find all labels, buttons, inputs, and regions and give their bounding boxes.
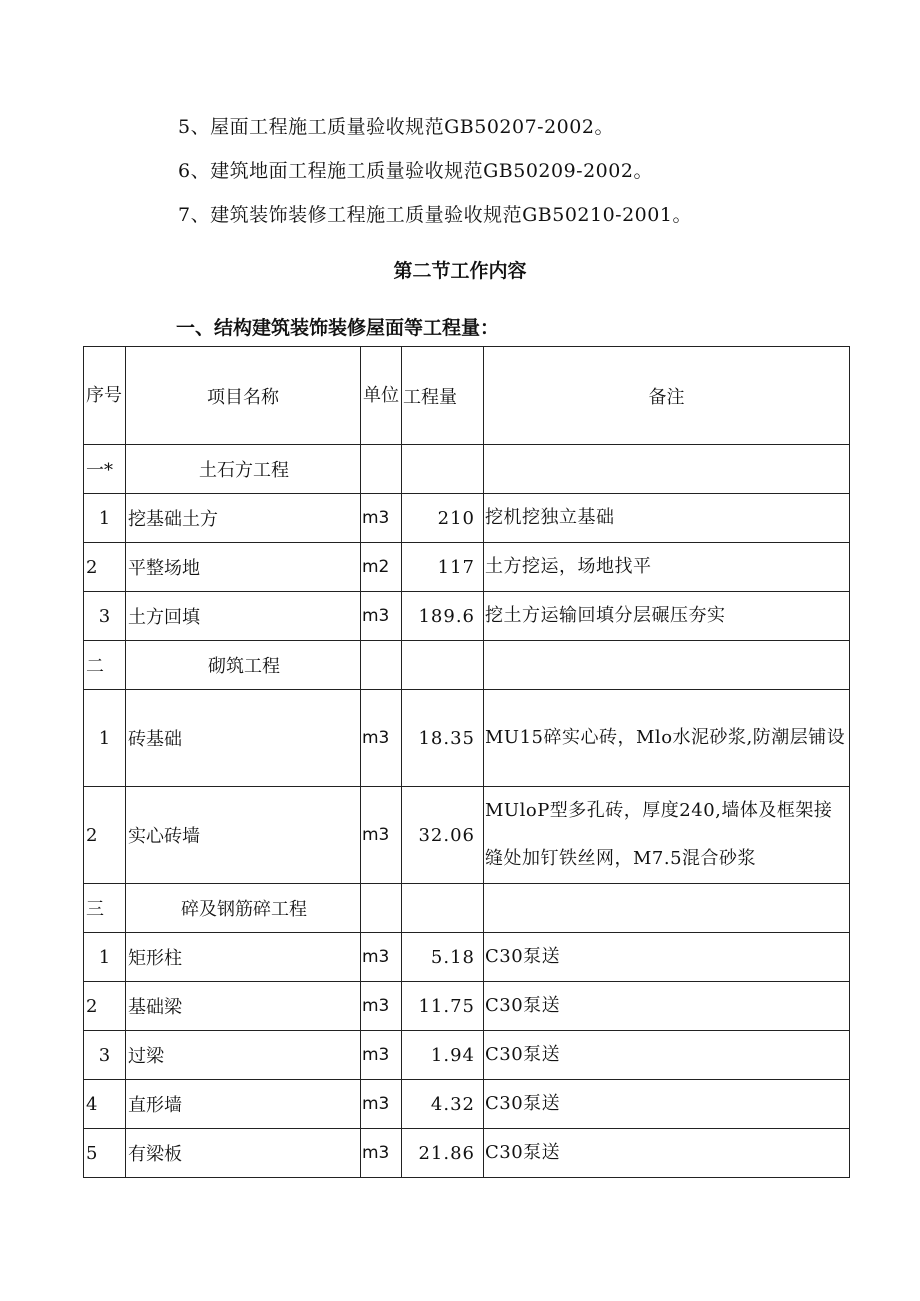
row-qty: 210 bbox=[402, 494, 484, 543]
row-name: 有梁板 bbox=[126, 1129, 361, 1178]
row-name: 过梁 bbox=[126, 1031, 361, 1080]
table-row bbox=[84, 1129, 850, 1178]
spec-line-6: 6、建筑地面工程施工质量验收规范GB50209-2002。 bbox=[178, 160, 653, 182]
row-unit: m3 bbox=[361, 1031, 402, 1080]
spec-line-7: 7、建筑装饰装修工程施工质量验收规范GB50210-2001。 bbox=[178, 204, 692, 226]
row-name: 实心砖墙 bbox=[126, 787, 361, 884]
header-qty: 工程量 bbox=[402, 347, 484, 445]
row-no: 1 bbox=[84, 933, 126, 982]
row-note bbox=[484, 445, 850, 494]
row-no: 3 bbox=[84, 1031, 126, 1080]
row-no: 三 bbox=[84, 884, 126, 933]
section-title: 第二节工作内容 bbox=[393, 260, 527, 282]
row-qty: 18.35 bbox=[402, 690, 484, 787]
row-name: 砖基础 bbox=[126, 690, 361, 787]
row-unit: m3 bbox=[361, 933, 402, 982]
row-qty: 1.94 bbox=[402, 1031, 484, 1080]
row-unit: m3 bbox=[361, 1129, 402, 1178]
row-qty: 32.06 bbox=[402, 787, 484, 884]
header-name: 项目名称 bbox=[126, 347, 361, 445]
table-row bbox=[84, 592, 850, 641]
row-no: 2 bbox=[84, 787, 126, 884]
row-no: 一* bbox=[84, 445, 126, 494]
row-no: 4 bbox=[84, 1080, 126, 1129]
row-name: 挖基础土方 bbox=[126, 494, 361, 543]
row-note: MUloP型多孔砖，厚度240,墙体及框架接缝处加钉铁丝网，M7.5混合砂浆 bbox=[484, 787, 850, 884]
table-row bbox=[84, 641, 850, 690]
row-unit bbox=[361, 641, 402, 690]
row-qty: 21.86 bbox=[402, 1129, 484, 1178]
row-note: 挖土方运输回填分层碾压夯实 bbox=[484, 592, 850, 641]
row-name: 基础梁 bbox=[126, 982, 361, 1031]
row-unit: m3 bbox=[361, 494, 402, 543]
table-row bbox=[84, 543, 850, 592]
row-qty bbox=[402, 884, 484, 933]
row-unit bbox=[361, 884, 402, 933]
row-note bbox=[484, 884, 850, 933]
row-name: 平整场地 bbox=[126, 543, 361, 592]
subsection-title: 一、结构建筑装饰装修屋面等工程量： bbox=[176, 317, 500, 339]
row-unit: m3 bbox=[361, 787, 402, 884]
row-note: C30泵送 bbox=[484, 1031, 850, 1080]
row-no: 1 bbox=[84, 494, 126, 543]
table-row bbox=[84, 933, 850, 982]
row-unit: m3 bbox=[361, 982, 402, 1031]
header-note: 备注 bbox=[484, 347, 850, 445]
table-row bbox=[84, 690, 850, 787]
table-row bbox=[84, 787, 850, 884]
row-note: 挖机挖独立基础 bbox=[484, 494, 850, 543]
row-unit: m3 bbox=[361, 690, 402, 787]
row-name: 土方回填 bbox=[126, 592, 361, 641]
row-note: C30泵送 bbox=[484, 1129, 850, 1178]
row-note: C30泵送 bbox=[484, 982, 850, 1031]
row-no: 2 bbox=[84, 543, 126, 592]
table-row bbox=[84, 1080, 850, 1129]
header-unit: 单位 bbox=[361, 347, 402, 445]
table-row bbox=[84, 884, 850, 933]
table-row bbox=[84, 445, 850, 494]
header-no: 序号 bbox=[84, 347, 126, 445]
row-name: 直形墙 bbox=[126, 1080, 361, 1129]
table-header-row bbox=[84, 347, 850, 445]
row-unit: m2 bbox=[361, 543, 402, 592]
row-no: 5 bbox=[84, 1129, 126, 1178]
row-note: 土方挖运，场地找平 bbox=[484, 543, 850, 592]
row-note: MU15碎实心砖，Mlo水泥砂浆,防潮层铺设 bbox=[484, 690, 850, 787]
row-name: 矩形柱 bbox=[126, 933, 361, 982]
row-qty: 189.6 bbox=[402, 592, 484, 641]
row-name: 碎及钢筋碎工程 bbox=[126, 884, 361, 933]
row-qty bbox=[402, 641, 484, 690]
row-no: 2 bbox=[84, 982, 126, 1031]
row-name: 砌筑工程 bbox=[126, 641, 361, 690]
row-note: C30泵送 bbox=[484, 933, 850, 982]
row-no: 二 bbox=[84, 641, 126, 690]
row-qty: 117 bbox=[402, 543, 484, 592]
spec-line-5: 5、屋面工程施工质量验收规范GB50207-2002。 bbox=[178, 116, 614, 138]
row-qty: 4.32 bbox=[402, 1080, 484, 1129]
row-no: 3 bbox=[84, 592, 126, 641]
row-no: 1 bbox=[84, 690, 126, 787]
row-unit: m3 bbox=[361, 1080, 402, 1129]
row-note bbox=[484, 641, 850, 690]
row-unit bbox=[361, 445, 402, 494]
row-unit: m3 bbox=[361, 592, 402, 641]
row-qty bbox=[402, 445, 484, 494]
table-row bbox=[84, 494, 850, 543]
table-row bbox=[84, 1031, 850, 1080]
quantity-table bbox=[83, 346, 850, 1178]
row-qty: 11.75 bbox=[402, 982, 484, 1031]
row-note: C30泵送 bbox=[484, 1080, 850, 1129]
table-row bbox=[84, 982, 850, 1031]
row-qty: 5.18 bbox=[402, 933, 484, 982]
row-name: 土石方工程 bbox=[126, 445, 361, 494]
